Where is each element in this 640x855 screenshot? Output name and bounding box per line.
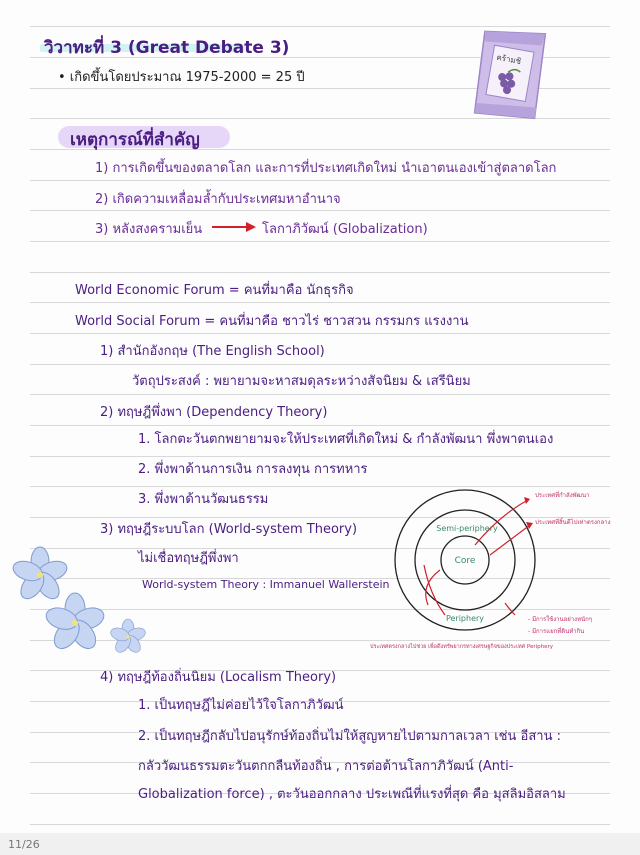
localism-line: 2. เป็นทฤษฎีกลับไปอนุรักษ์ท้องถิ่นไม่ให้สูญหายไปตามกาลเวลา เช่น อีสาน : bbox=[138, 729, 561, 744]
annotation-usage: - มีการใช้งานอย่างหนักๆ bbox=[528, 616, 592, 623]
localism-line: 1. เป็นทฤษฎีไม่ค่อยไว้ใจโลกาภิวัฒน์ bbox=[138, 698, 344, 713]
periphery-label: Periphery bbox=[445, 614, 485, 623]
localism-title: 4) ทฤษฎีท้องถิ่นนิยม (Localism Theory) bbox=[100, 670, 337, 685]
ruled-line bbox=[30, 272, 610, 273]
ruled-line bbox=[30, 824, 610, 825]
ruled-line bbox=[30, 302, 610, 303]
arrow-right-icon bbox=[210, 220, 258, 234]
dependency-item: 2. พึ่งพาด้านการเงิน การลงทุน การทหาร bbox=[138, 462, 368, 477]
arrow-curve bbox=[424, 565, 445, 615]
localism-line: กลัววัฒนธรรมตะวันตกกลืนท้องถิ่น , การต่อต้านโลกาภิวัฒน์ (Anti- bbox=[138, 759, 514, 774]
event-3: 3) หลังสงครามเย็น bbox=[95, 222, 203, 237]
annotation-land: - มีการแยกที่ดินทำกิน bbox=[528, 628, 585, 635]
world-system-note: ไม่เชื่อทฤษฎีพึ่งพา bbox=[138, 551, 239, 566]
globalization-label: โลกาภิวัฒน์ (Globalization) bbox=[262, 222, 428, 237]
dependency-item: 3. พึ่งพาด้านวัฒนธรรม bbox=[138, 492, 269, 507]
ruled-line bbox=[30, 456, 610, 457]
world-system-title: 3) ทฤษฎีระบบโลก (World-system Theory) bbox=[100, 522, 358, 537]
event-1: 1) การเกิดขึ้นของตลาดโลก และการที่ประเทศเกิดใหม่ นำเอาตนเองเข้าสู่ตลาดโลก bbox=[95, 161, 557, 176]
world-economic-forum: World Economic Forum = คนที่มาคือ นักธุรกิจ bbox=[75, 283, 354, 298]
annotation-bottom: ประเทศตรงกลางไปช่วย เพื่อดึงทรัพยากรทางเศรษฐกิจของประเทศ Periphery bbox=[370, 644, 553, 650]
world-social-forum: World Social Forum = คนที่มาคือ ชาวไร่ ชาวสวน กรรมกร แรงงาน bbox=[75, 314, 469, 329]
ruled-line bbox=[30, 210, 610, 211]
ruled-line bbox=[30, 180, 610, 181]
footer-bar bbox=[0, 833, 640, 855]
semi-periphery-label: Semi-periphery bbox=[436, 524, 498, 533]
localism-line: Globalization force) , ตะวันออกกลาง ประเพณีที่แรงที่สุด คือ มุสลิมอิสลาม bbox=[138, 787, 566, 802]
annotation-middle: ประเทศที่สิ้นดีไปเท่าตรงกลาง bbox=[535, 519, 611, 526]
english-school-purpose: วัตถุประสงค์ : พยายามจะหาสมดุลระหว่างสัจนิยม & เสรีนิยม bbox=[132, 374, 471, 389]
ruled-line bbox=[30, 241, 610, 242]
event-2: 2) เกิดความเหลื่อมล้ำกับประเทศมหาอำนาจ bbox=[95, 192, 341, 207]
section-heading: เหตุการณ์ที่สำคัญ bbox=[70, 130, 200, 150]
world-system-author: World-system Theory : Immanuel Wallerstein bbox=[142, 578, 390, 591]
page-number: 11/26 bbox=[8, 838, 40, 851]
ruled-line bbox=[30, 425, 610, 426]
dependency-title: 2) ทฤษฎีพึ่งพา (Dependency Theory) bbox=[100, 405, 328, 420]
ruled-line bbox=[30, 394, 610, 395]
core-label: Core bbox=[454, 556, 476, 566]
candy-label: คร้ามชิ bbox=[495, 52, 522, 67]
date-bullet: • เกิดขึ้นโดยประมาณ 1975-2000 = 25 ปี bbox=[58, 70, 305, 85]
arrow-to-developing bbox=[475, 500, 528, 545]
english-school-title: 1) สำนักอังกฤษ (The English School) bbox=[100, 344, 325, 359]
flower-decoration-icon bbox=[10, 545, 150, 665]
world-system-diagram bbox=[370, 485, 630, 655]
ruled-line bbox=[30, 364, 610, 365]
annotation-developing: ประเทศที่กำลังพัฒนา bbox=[535, 492, 590, 499]
arrow-to-periphery bbox=[426, 570, 440, 605]
page-title: วิวาทะที่ 3 (Great Debate 3) bbox=[44, 38, 290, 58]
ruled-line bbox=[30, 333, 610, 334]
candy-sticker-icon bbox=[458, 18, 558, 128]
dependency-item: 1. โลกตะวันตกพยายามจะให้ประเทศที่เกิดใหม่ & กำลังพัฒนา พึ่งพาตนเอง bbox=[138, 432, 554, 447]
